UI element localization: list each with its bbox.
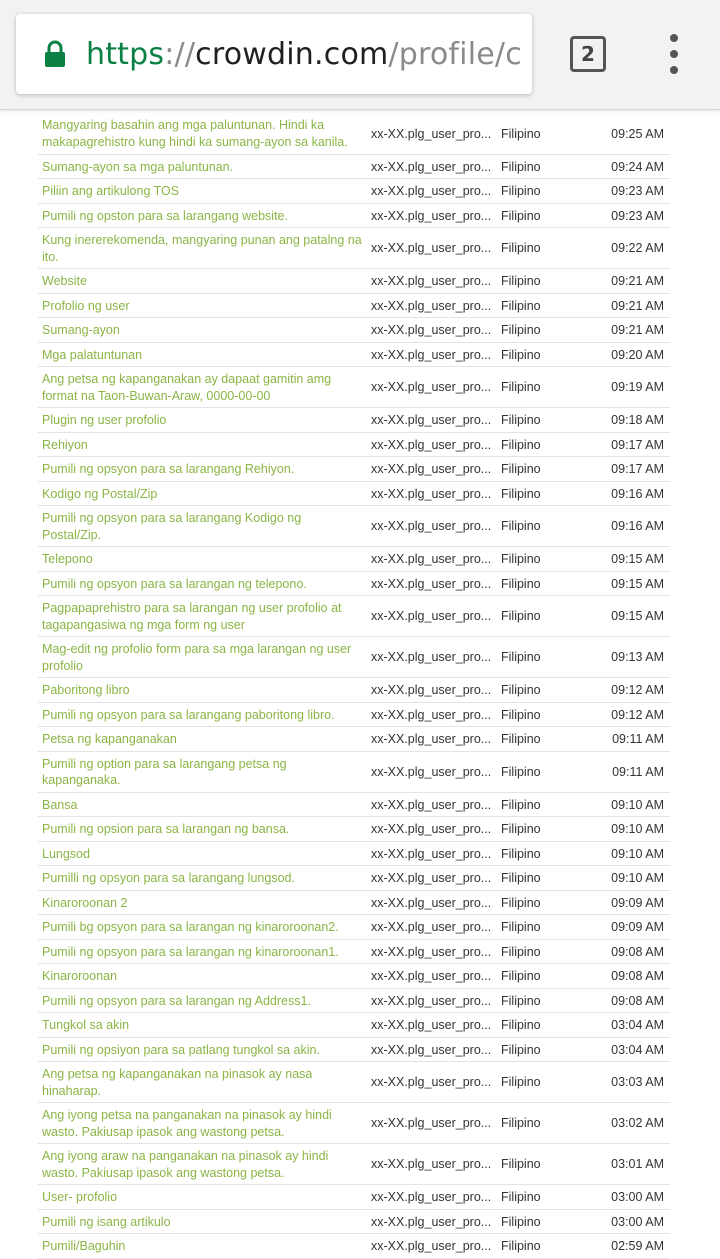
string-key: xx-XX.plg_user_pro... [367,269,493,294]
translation-link[interactable]: Pumili ng opsyon para sa larangan ng kinaroroonan1. [38,939,367,964]
string-key: xx-XX.plg_user_pro... [367,751,493,792]
language: Filipino [493,481,593,506]
address-bar[interactable] [16,14,532,94]
translation-link[interactable]: Pumili ng option para sa larangang petsa ng kapanganaka. [38,751,367,792]
table-row [38,457,670,482]
translation-link[interactable]: Pumili ng opsyon para sa larangan ng telepono. [38,571,367,596]
translation-link[interactable]: Pumili ng opsyon para sa larangan ng Address1. [38,988,367,1013]
language: Filipino [493,113,593,154]
translation-link[interactable]: Kodigo ng Postal/Zip [38,481,367,506]
timestamp: 09:18 AM [593,408,670,433]
timestamp: 09:10 AM [593,792,670,817]
string-key: xx-XX.plg_user_pro... [367,1185,493,1210]
timestamp: 09:12 AM [593,702,670,727]
tab-count: 2 [581,42,595,66]
activity-list [0,113,720,1259]
string-key: xx-XX.plg_user_pro... [367,678,493,703]
timestamp: 09:23 AM [593,203,670,228]
timestamp: 09:13 AM [593,637,670,678]
table-row [38,939,670,964]
language: Filipino [493,571,593,596]
language: Filipino [493,318,593,343]
language: Filipino [493,432,593,457]
table-row [38,1209,670,1234]
string-key: xx-XX.plg_user_pro... [367,113,493,154]
timestamp: 09:21 AM [593,318,670,343]
table-row [38,702,670,727]
string-key: xx-XX.plg_user_pro... [367,988,493,1013]
translation-link[interactable]: Piliin ang artikulong TOS [38,179,367,204]
table-row [38,1037,670,1062]
timestamp: 09:23 AM [593,179,670,204]
table-row [38,154,670,179]
table-row [38,964,670,989]
table-row [38,342,670,367]
url-text [86,37,522,72]
translation-link[interactable]: Paboritong libro [38,678,367,703]
string-key: xx-XX.plg_user_pro... [367,179,493,204]
timestamp: 09:15 AM [593,571,670,596]
language: Filipino [493,988,593,1013]
url-host: crowdin.com [195,36,389,72]
translation-link[interactable]: Pumilli ng opsyon para sa larangang lungsod. [38,866,367,891]
table-row [38,988,670,1013]
language: Filipino [493,939,593,964]
table-row [38,596,670,637]
language: Filipino [493,1144,593,1185]
tab-switcher-button[interactable] [570,36,606,72]
string-key: xx-XX.plg_user_pro... [367,915,493,940]
string-key: xx-XX.plg_user_pro... [367,1037,493,1062]
string-key: xx-XX.plg_user_pro... [367,702,493,727]
timestamp: 09:08 AM [593,988,670,1013]
timestamp: 09:12 AM [593,678,670,703]
translation-link[interactable]: Pumili ng isang artikulo [38,1209,367,1234]
table-row [38,727,670,752]
string-key: xx-XX.plg_user_pro... [367,342,493,367]
translation-link[interactable]: Profolio ng user [38,293,367,318]
table-row [38,228,670,269]
timestamp: 09:15 AM [593,596,670,637]
translation-link[interactable]: Pumili ng opsyon para sa larangang Kodigo ng Postal/Zip. [38,506,367,547]
table-row [38,179,670,204]
string-key: xx-XX.plg_user_pro... [367,481,493,506]
language: Filipino [493,457,593,482]
translation-link[interactable]: Ang petsa ng kapanganakan na pinasok ay nasa hinaharap. [38,1062,367,1103]
table-row [38,506,670,547]
string-key: xx-XX.plg_user_pro... [367,939,493,964]
language: Filipino [493,964,593,989]
language: Filipino [493,792,593,817]
translation-link[interactable]: Kinaroroonan [38,964,367,989]
language: Filipino [493,547,593,572]
string-key: xx-XX.plg_user_pro... [367,866,493,891]
timestamp: 09:10 AM [593,841,670,866]
url-scheme: https [86,36,165,72]
language: Filipino [493,727,593,752]
timestamp: 09:10 AM [593,817,670,842]
activity-table [38,113,670,1259]
language: Filipino [493,269,593,294]
string-key: xx-XX.plg_user_pro... [367,964,493,989]
more-vert-icon[interactable] [660,34,688,74]
language: Filipino [493,890,593,915]
translation-link[interactable]: Tungkol sa akin [38,1013,367,1038]
table-row [38,408,670,433]
translation-link[interactable]: Pumili ng opsyon para sa larangang paboritong libro. [38,702,367,727]
table-row [38,293,670,318]
timestamp: 09:10 AM [593,866,670,891]
translation-link[interactable]: Kinaroroonan 2 [38,890,367,915]
timestamp: 03:02 AM [593,1103,670,1144]
timestamp: 09:22 AM [593,228,670,269]
translation-link[interactable]: Ang iyong petsa na panganakan na pinasok ay hindi wasto. Pakiusap ipasok ang wastong petsa. [38,1103,367,1144]
translation-link[interactable]: User- profolio [38,1185,367,1210]
string-key: xx-XX.plg_user_pro... [367,1013,493,1038]
timestamp: 02:59 AM [593,1234,670,1259]
table-row [38,318,670,343]
translation-link[interactable]: Mga palatuntunan [38,342,367,367]
string-key: xx-XX.plg_user_pro... [367,841,493,866]
table-row [38,1013,670,1038]
table-row [38,432,670,457]
language: Filipino [493,1062,593,1103]
timestamp: 03:04 AM [593,1037,670,1062]
language: Filipino [493,179,593,204]
translation-link[interactable]: Pagpapaprehistro para sa larangan ng user profolio at tagapangasiwa ng mga form ng user [38,596,367,637]
timestamp: 09:09 AM [593,915,670,940]
language: Filipino [493,342,593,367]
translation-link[interactable]: Telepono [38,547,367,572]
timestamp: 03:00 AM [593,1209,670,1234]
string-key: xx-XX.plg_user_pro... [367,637,493,678]
language: Filipino [493,1103,593,1144]
translation-link[interactable]: Lungsod [38,841,367,866]
timestamp: 09:08 AM [593,939,670,964]
timestamp: 09:20 AM [593,342,670,367]
string-key: xx-XX.plg_user_pro... [367,408,493,433]
language: Filipino [493,203,593,228]
table-row [38,1103,670,1144]
string-key: xx-XX.plg_user_pro... [367,367,493,408]
string-key: xx-XX.plg_user_pro... [367,203,493,228]
timestamp: 03:00 AM [593,1185,670,1210]
language: Filipino [493,915,593,940]
string-key: xx-XX.plg_user_pro... [367,817,493,842]
string-key: xx-XX.plg_user_pro... [367,1234,493,1259]
translation-link[interactable]: Kung inererekomenda, mangyaring punan ang patalng na ito. [38,228,367,269]
string-key: xx-XX.plg_user_pro... [367,727,493,752]
table-row [38,678,670,703]
language: Filipino [493,637,593,678]
table-row [38,113,670,154]
language: Filipino [493,1185,593,1210]
table-row [38,203,670,228]
table-row [38,1062,670,1103]
string-key: xx-XX.plg_user_pro... [367,1209,493,1234]
language: Filipino [493,293,593,318]
table-row [38,367,670,408]
translation-link[interactable]: Website [38,269,367,294]
string-key: xx-XX.plg_user_pro... [367,571,493,596]
string-key: xx-XX.plg_user_pro... [367,547,493,572]
timestamp: 09:25 AM [593,113,670,154]
timestamp: 03:03 AM [593,1062,670,1103]
url-separator: :// [164,36,196,72]
timestamp: 09:08 AM [593,964,670,989]
timestamp: 09:16 AM [593,481,670,506]
string-key: xx-XX.plg_user_pro... [367,1062,493,1103]
string-key: xx-XX.plg_user_pro... [367,506,493,547]
language: Filipino [493,228,593,269]
string-key: xx-XX.plg_user_pro... [367,1103,493,1144]
timestamp: 09:19 AM [593,367,670,408]
table-row [38,915,670,940]
table-row [38,817,670,842]
string-key: xx-XX.plg_user_pro... [367,228,493,269]
table-row [38,269,670,294]
string-key: xx-XX.plg_user_pro... [367,792,493,817]
translation-link[interactable]: Ang petsa ng kapanganakan ay dapaat gamitin amg format na Taon-Buwan-Araw, 0000-00-00 [38,367,367,408]
string-key: xx-XX.plg_user_pro... [367,890,493,915]
translation-link[interactable]: Pumili bg opsyon para sa larangan ng kinaroroonan2. [38,915,367,940]
translation-link[interactable]: Sumang-ayon [38,318,367,343]
timestamp: 09:17 AM [593,457,670,482]
timestamp: 09:11 AM [593,751,670,792]
timestamp: 09:11 AM [593,727,670,752]
language: Filipino [493,866,593,891]
language: Filipino [493,817,593,842]
language: Filipino [493,367,593,408]
string-key: xx-XX.plg_user_pro... [367,154,493,179]
language: Filipino [493,506,593,547]
translation-link[interactable]: Pumili ng opsiyon para sa patlang tungkol sa akin. [38,1037,367,1062]
table-row [38,841,670,866]
table-row [38,481,670,506]
language: Filipino [493,1234,593,1259]
language: Filipino [493,408,593,433]
table-row [38,1234,670,1259]
table-row [38,637,670,678]
translation-link[interactable]: Petsa ng kapanganakan [38,727,367,752]
timestamp: 09:21 AM [593,293,670,318]
table-row [38,792,670,817]
timestamp: 09:21 AM [593,269,670,294]
translation-link[interactable]: Pumili ng opston para sa larangang website. [38,203,367,228]
table-row [38,571,670,596]
url-path: /profile/c [388,36,522,72]
translation-link[interactable]: Bansa [38,792,367,817]
timestamp: 09:16 AM [593,506,670,547]
timestamp: 09:17 AM [593,432,670,457]
language: Filipino [493,702,593,727]
language: Filipino [493,1209,593,1234]
translation-link[interactable]: Ang iyong araw na panganakan na pinasok ay hindi wasto. Pakiusap ipasok ang wastong petsa. [38,1144,367,1185]
language: Filipino [493,1013,593,1038]
translation-link[interactable]: Sumang-ayon sa mga paluntunan. [38,154,367,179]
language: Filipino [493,841,593,866]
translation-link[interactable]: Mangyaring basahin ang mga paluntunan. Hindi ka makapagrehistro kung hindi ka sumang-ayon sa kanila. [38,113,367,154]
language: Filipino [493,1037,593,1062]
translation-link[interactable]: Pumili ng opsyon para sa larangang Rehiyon. [38,457,367,482]
lock-icon [44,40,66,68]
translation-link[interactable]: Pumili ng opsion para sa larangan ng bansa. [38,817,367,842]
language: Filipino [493,678,593,703]
translation-link[interactable]: Plugin ng user profolio [38,408,367,433]
browser-toolbar [0,0,720,110]
table-row [38,1185,670,1210]
table-row [38,890,670,915]
string-key: xx-XX.plg_user_pro... [367,432,493,457]
translation-link[interactable]: Pumili/Baguhin [38,1234,367,1259]
table-row [38,547,670,572]
string-key: xx-XX.plg_user_pro... [367,293,493,318]
string-key: xx-XX.plg_user_pro... [367,1144,493,1185]
timestamp: 03:04 AM [593,1013,670,1038]
language: Filipino [493,154,593,179]
string-key: xx-XX.plg_user_pro... [367,457,493,482]
timestamp: 09:24 AM [593,154,670,179]
string-key: xx-XX.plg_user_pro... [367,318,493,343]
table-row [38,751,670,792]
table-row [38,866,670,891]
translation-link[interactable]: Mag-edit ng profolio form para sa mga larangan ng user profolio [38,637,367,678]
timestamp: 09:09 AM [593,890,670,915]
language: Filipino [493,751,593,792]
table-row [38,1144,670,1185]
string-key: xx-XX.plg_user_pro... [367,596,493,637]
timestamp: 09:15 AM [593,547,670,572]
language: Filipino [493,596,593,637]
timestamp: 03:01 AM [593,1144,670,1185]
translation-link[interactable]: Rehiyon [38,432,367,457]
